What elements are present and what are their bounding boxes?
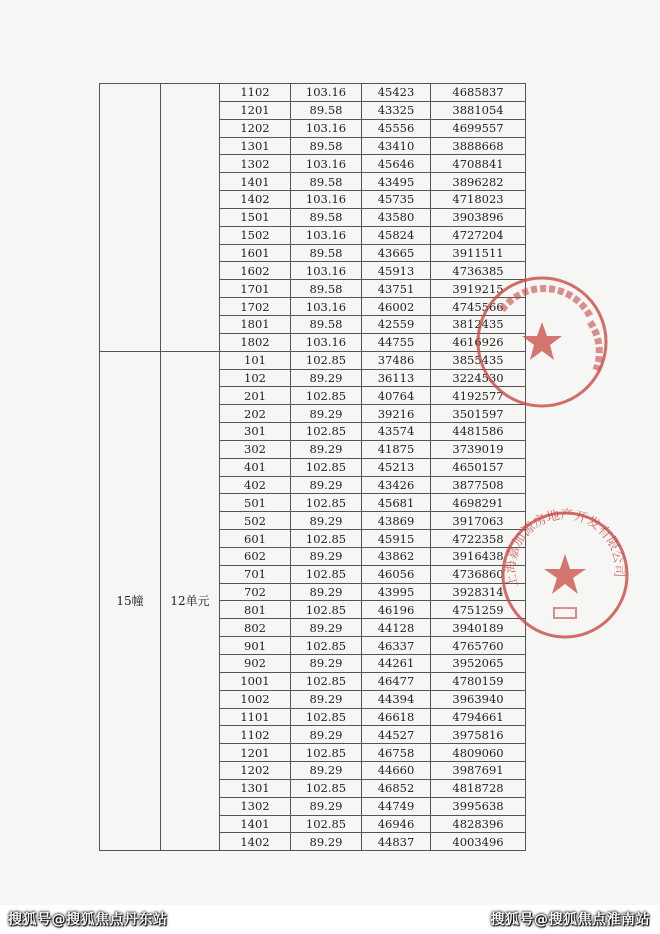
total-price-cell: 3916438 — [431, 547, 526, 565]
unit-price-cell: 37486 — [362, 351, 431, 369]
total-price-cell: 3952065 — [431, 655, 526, 673]
area-cell: 102.85 — [291, 530, 362, 548]
room-cell: 1302 — [220, 155, 291, 173]
total-price-cell: 4192577 — [431, 387, 526, 405]
room-cell: 1301 — [220, 779, 291, 797]
area-cell: 102.85 — [291, 423, 362, 441]
area-cell: 89.58 — [291, 137, 362, 155]
unit-price-cell: 45824 — [362, 226, 431, 244]
total-price-cell: 3995638 — [431, 797, 526, 815]
room-cell: 602 — [220, 547, 291, 565]
room-cell: 1102 — [220, 726, 291, 744]
total-price-cell: 4780159 — [431, 672, 526, 690]
total-price-cell: 3903896 — [431, 208, 526, 226]
area-cell: 102.85 — [291, 672, 362, 690]
area-cell: 103.16 — [291, 155, 362, 173]
total-price-cell: 4481586 — [431, 423, 526, 441]
unit-price-cell: 43995 — [362, 583, 431, 601]
total-price-cell: 4828396 — [431, 815, 526, 833]
total-price-cell: 3963940 — [431, 690, 526, 708]
area-cell: 89.29 — [291, 583, 362, 601]
unit-price-cell: 44394 — [362, 690, 431, 708]
area-cell: 89.29 — [291, 833, 362, 851]
total-price-cell: 4818728 — [431, 779, 526, 797]
unit-price-cell: 46056 — [362, 565, 431, 583]
area-cell: 89.58 — [291, 280, 362, 298]
room-cell: 201 — [220, 387, 291, 405]
area-cell: 89.29 — [291, 369, 362, 387]
total-price-cell: 4809060 — [431, 744, 526, 762]
table-row — [100, 351, 526, 369]
room-cell: 202 — [220, 405, 291, 423]
unit-price-cell: 43426 — [362, 476, 431, 494]
total-price-cell: 4736385 — [431, 262, 526, 280]
area-cell: 103.16 — [291, 333, 362, 351]
watermark-left: 搜狐号@搜狐焦点丹东站 — [8, 912, 168, 928]
total-price-cell: 4616926 — [431, 333, 526, 351]
unit-cell — [161, 84, 220, 352]
total-price-cell: 3975816 — [431, 726, 526, 744]
total-price-cell: 3855435 — [431, 351, 526, 369]
total-price-cell: 4698291 — [431, 494, 526, 512]
room-cell: 1702 — [220, 298, 291, 316]
unit-price-cell: 43665 — [362, 244, 431, 262]
building-cell — [100, 84, 161, 352]
room-cell: 901 — [220, 637, 291, 655]
total-price-cell: 3917063 — [431, 512, 526, 530]
room-cell: 1401 — [220, 815, 291, 833]
room-cell: 702 — [220, 583, 291, 601]
room-cell: 1302 — [220, 797, 291, 815]
room-cell: 101 — [220, 351, 291, 369]
area-cell: 89.29 — [291, 762, 362, 780]
seal-text: 上海嘉加源房地产开发有限公司 — [503, 508, 627, 589]
unit-price-cell: 44755 — [362, 333, 431, 351]
total-price-cell: 4718023 — [431, 191, 526, 209]
room-cell: 402 — [220, 476, 291, 494]
area-cell: 103.16 — [291, 84, 362, 102]
unit-price-cell: 43325 — [362, 101, 431, 119]
unit-price-cell: 46946 — [362, 815, 431, 833]
room-cell: 502 — [220, 512, 291, 530]
unit-price-cell: 44261 — [362, 655, 431, 673]
room-cell: 1502 — [220, 226, 291, 244]
unit-price-cell: 46002 — [362, 298, 431, 316]
room-cell: 401 — [220, 458, 291, 476]
area-cell: 103.16 — [291, 298, 362, 316]
area-cell: 103.16 — [291, 262, 362, 280]
total-price-cell: 4685837 — [431, 84, 526, 102]
total-price-cell: 3919215 — [431, 280, 526, 298]
area-cell: 89.29 — [291, 405, 362, 423]
total-price-cell: 4727204 — [431, 226, 526, 244]
room-cell: 801 — [220, 601, 291, 619]
unit-price-cell: 43869 — [362, 512, 431, 530]
unit-price-cell: 43410 — [362, 137, 431, 155]
unit-cell: 12单元 — [161, 351, 220, 851]
area-cell: 102.85 — [291, 565, 362, 583]
unit-price-cell: 44660 — [362, 762, 431, 780]
total-price-cell: 4794661 — [431, 708, 526, 726]
area-cell: 89.58 — [291, 315, 362, 333]
area-cell: 89.58 — [291, 208, 362, 226]
area-cell: 102.85 — [291, 494, 362, 512]
unit-price-cell: 36113 — [362, 369, 431, 387]
area-cell: 102.85 — [291, 351, 362, 369]
room-cell: 1001 — [220, 672, 291, 690]
total-price-cell: 3739019 — [431, 440, 526, 458]
area-cell: 102.85 — [291, 779, 362, 797]
area-cell: 102.85 — [291, 744, 362, 762]
unit-price-cell: 43862 — [362, 547, 431, 565]
unit-price-cell: 45735 — [362, 191, 431, 209]
unit-price-cell: 46337 — [362, 637, 431, 655]
unit-price-cell: 41875 — [362, 440, 431, 458]
room-cell: 1002 — [220, 690, 291, 708]
price-table-body — [100, 84, 526, 851]
unit-price-cell: 39216 — [362, 405, 431, 423]
total-price-cell: 4736860 — [431, 565, 526, 583]
room-cell: 601 — [220, 530, 291, 548]
unit-price-cell: 44749 — [362, 797, 431, 815]
room-cell: 1501 — [220, 208, 291, 226]
unit-price-cell: 40764 — [362, 387, 431, 405]
unit-price-cell: 45213 — [362, 458, 431, 476]
total-price-cell: 3888668 — [431, 137, 526, 155]
total-price-cell: 3896282 — [431, 173, 526, 191]
area-cell: 89.58 — [291, 173, 362, 191]
room-cell: 1201 — [220, 101, 291, 119]
room-cell: 1601 — [220, 244, 291, 262]
room-cell: 501 — [220, 494, 291, 512]
room-cell: 902 — [220, 655, 291, 673]
area-cell: 103.16 — [291, 191, 362, 209]
room-cell: 302 — [220, 440, 291, 458]
room-cell: 1201 — [220, 744, 291, 762]
unit-price-cell: 46196 — [362, 601, 431, 619]
room-cell: 1202 — [220, 119, 291, 137]
room-cell: 102 — [220, 369, 291, 387]
total-price-cell: 4745566 — [431, 298, 526, 316]
area-cell: 103.16 — [291, 119, 362, 137]
total-price-cell: 4650157 — [431, 458, 526, 476]
unit-price-cell: 45646 — [362, 155, 431, 173]
total-price-cell: 4708841 — [431, 155, 526, 173]
unit-price-cell: 46618 — [362, 708, 431, 726]
room-cell: 1802 — [220, 333, 291, 351]
area-cell: 89.29 — [291, 619, 362, 637]
total-price-cell: 3877508 — [431, 476, 526, 494]
area-cell: 102.85 — [291, 708, 362, 726]
total-price-cell: 3224530 — [431, 369, 526, 387]
total-price-cell: 3911511 — [431, 244, 526, 262]
unit-price-cell: 45681 — [362, 494, 431, 512]
total-price-cell: 3501597 — [431, 405, 526, 423]
price-table — [99, 83, 526, 851]
unit-price-cell: 44837 — [362, 833, 431, 851]
total-price-cell: 4722358 — [431, 530, 526, 548]
total-price-cell: 3881054 — [431, 101, 526, 119]
room-cell: 1102 — [220, 84, 291, 102]
room-cell: 1402 — [220, 191, 291, 209]
unit-price-cell: 46758 — [362, 744, 431, 762]
unit-price-cell: 43580 — [362, 208, 431, 226]
room-cell: 1401 — [220, 173, 291, 191]
room-cell: 802 — [220, 619, 291, 637]
area-cell: 102.85 — [291, 387, 362, 405]
room-cell: 1202 — [220, 762, 291, 780]
area-cell: 102.85 — [291, 601, 362, 619]
room-cell: 1701 — [220, 280, 291, 298]
room-cell: 701 — [220, 565, 291, 583]
unit-price-cell: 43495 — [362, 173, 431, 191]
unit-price-cell: 45915 — [362, 530, 431, 548]
total-price-cell: 4751259 — [431, 601, 526, 619]
total-price-cell: 4003496 — [431, 833, 526, 851]
unit-price-cell: 43751 — [362, 280, 431, 298]
area-cell: 89.58 — [291, 101, 362, 119]
room-cell: 1301 — [220, 137, 291, 155]
unit-price-cell: 46477 — [362, 672, 431, 690]
area-cell: 89.29 — [291, 797, 362, 815]
area-cell: 89.29 — [291, 512, 362, 530]
area-cell: 103.16 — [291, 226, 362, 244]
area-cell: 89.29 — [291, 440, 362, 458]
room-cell: 1602 — [220, 262, 291, 280]
building-cell: 15幢 — [100, 351, 161, 851]
room-cell: 1801 — [220, 315, 291, 333]
watermark-right: 搜狐号@搜狐焦点淮南站 — [490, 912, 650, 928]
area-cell: 89.29 — [291, 726, 362, 744]
total-price-cell: 3812435 — [431, 315, 526, 333]
room-cell: 1101 — [220, 708, 291, 726]
area-cell: 102.85 — [291, 815, 362, 833]
unit-price-cell: 45913 — [362, 262, 431, 280]
table-row — [100, 84, 526, 102]
unit-price-cell: 42559 — [362, 315, 431, 333]
area-cell: 102.85 — [291, 637, 362, 655]
total-price-cell: 4765760 — [431, 637, 526, 655]
room-cell: 1402 — [220, 833, 291, 851]
area-cell: 89.29 — [291, 547, 362, 565]
unit-price-cell: 45556 — [362, 119, 431, 137]
unit-price-cell: 44128 — [362, 619, 431, 637]
unit-price-cell: 43574 — [362, 423, 431, 441]
total-price-cell: 3928314 — [431, 583, 526, 601]
total-price-cell: 3987691 — [431, 762, 526, 780]
area-cell: 102.85 — [291, 458, 362, 476]
area-cell: 89.29 — [291, 655, 362, 673]
area-cell: 89.58 — [291, 244, 362, 262]
unit-price-cell: 44527 — [362, 726, 431, 744]
total-price-cell: 4699557 — [431, 119, 526, 137]
unit-price-cell: 45423 — [362, 84, 431, 102]
area-cell: 89.29 — [291, 690, 362, 708]
area-cell: 89.29 — [291, 476, 362, 494]
room-cell: 301 — [220, 423, 291, 441]
total-price-cell: 3940189 — [431, 619, 526, 637]
unit-price-cell: 46852 — [362, 779, 431, 797]
